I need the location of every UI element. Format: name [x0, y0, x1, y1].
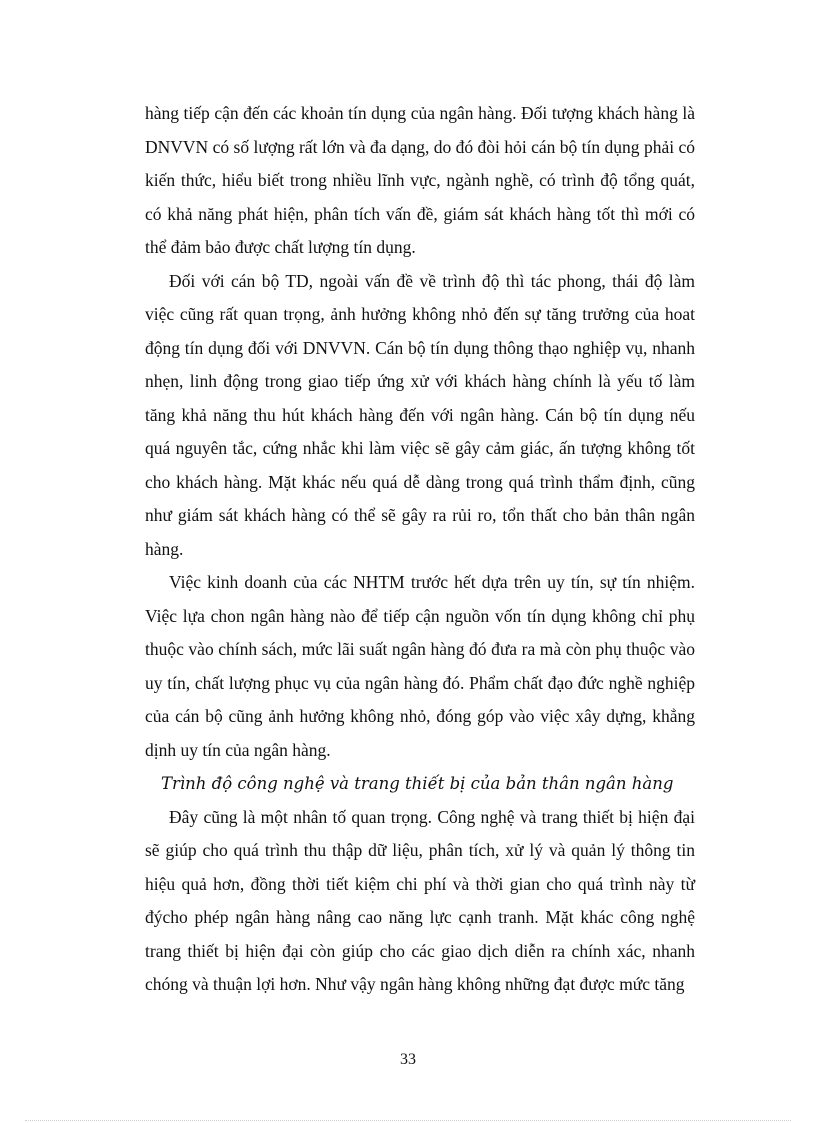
paragraph-continuation: hàng tiếp cận đến các khoản tín dụng của ngân hàng. Đối tượng khách hàng là DNVVN có số lượng rất lớn và đa dạng, do đó đòi hỏi cán bộ tín dụng phải có kiến thức, hiểu biết trong nhiều lĩnh vực, ngành nghề, có trình độ tổng quát, có khả năng phát hiện, phân tích vấn đề, giám sát khách hàng tốt thì mới có thể đảm bảo được chất lượng tín dụng. — [145, 103, 695, 257]
footer-divider — [25, 1120, 791, 1121]
page-number: 33 — [400, 1051, 416, 1068]
section-heading-technology: Trình độ công nghệ và trang thiết bị của bản thân ngân hàng — [161, 774, 674, 793]
page-body — [145, 97, 695, 1002]
paragraph-bank-reputation: Việc kinh doanh của các NHTM trước hết dựa trên uy tín, sự tín nhiệm. Việc lựa chon ngân hàng nào để tiếp cận nguồn vốn tín dụng không chỉ phụ thuộc vào chính sách, mức lãi suất ngân hàng đó đưa ra mà còn phụ thuộc vào uy tín, chất lượng phục vụ của ngân hàng đó. Phẩm chất đạo đức nghề nghiệp của cán bộ cũng ảnh hưởng không nhỏ, đóng góp vào việc xây dựng, khẳng dịnh uy tín của ngân hàng. — [145, 572, 695, 760]
paragraph-credit-staff-conduct: Đối với cán bộ TD, ngoài vấn đề về trình độ thì tác phong, thái độ làm việc cũng rất quan trọng, ảnh hưởng không nhỏ đến sự tăng trưởng của hoat động tín dụng đối với DNVVN. Cán bộ tín dụng thông thạo nghiệp vụ, nhanh nhẹn, linh động trong giao tiếp ứng xử với khách hàng chính là yếu tố làm tăng khả năng thu hút khách hàng đến với ngân hàng. Cán bộ tín dụng nếu quá nguyên tắc, cứng nhắc khi làm việc sẽ gây cảm giác, ấn tượng không tốt cho khách hàng. Mặt khác nếu quá dễ dàng trong quá trình thẩm định, cũng như giám sát khách hàng có thể sẽ gây ra rủi ro, tổn thất cho bản thân ngân hàng. — [145, 270, 695, 559]
paragraph-technology: Đây cũng là một nhân tố quan trọng. Công nghệ và trang thiết bị hiện đại sẽ giúp cho quá trình thu thập dữ liệu, phân tích, xử lý và quản lý thông tin hiệu quả hơn, đồng thời tiết kiệm chi phí và thời gian cho quá trình này từ đýcho phép ngân hàng nâng cao năng lực cạnh tranh. Mặt khác công nghệ trang thiết bị hiện đại còn giúp cho các giao dịch diễn ra chính xác, nhanh chóng và thuận lợi hơn. Như vậy ngân hàng không những đạt được mức tăng — [145, 806, 695, 994]
